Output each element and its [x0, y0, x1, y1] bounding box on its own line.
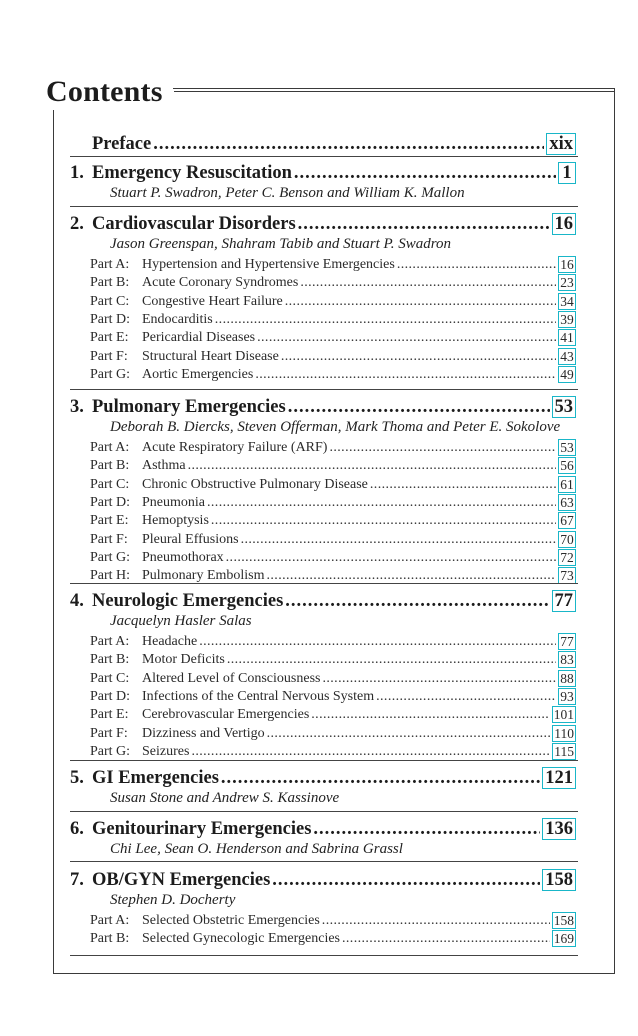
part-entry[interactable] [90, 347, 576, 365]
part-title: Headache [142, 634, 198, 649]
page-number[interactable]: 43 [558, 348, 576, 365]
section-divider [70, 156, 578, 157]
part-title: Hemoptysis [142, 513, 209, 529]
part-label: Part A: [90, 913, 130, 928]
part-entry[interactable] [90, 438, 576, 456]
part-label: Part D: [90, 494, 131, 510]
chapter-authors: Jason Greenspan, Shahram Tabib and Stuart P. Swadron [110, 236, 452, 252]
chapter-entry[interactable] [70, 765, 576, 789]
page-number[interactable]: 1 [558, 162, 576, 184]
section-divider [70, 583, 578, 584]
part-entry[interactable] [90, 365, 576, 383]
page-number[interactable]: 63 [558, 494, 576, 511]
part-entry[interactable] [90, 328, 576, 346]
chapter-number: 7. [70, 870, 84, 890]
chapter-title: Cardiovascular Disorders [92, 214, 296, 234]
page-number[interactable]: 73 [558, 567, 576, 584]
page-number[interactable]: 16 [558, 256, 576, 273]
chapter-authors: Chi Lee, Sean O. Henderson and Sabrina Grassl [110, 841, 403, 857]
chapter-authors: Stuart P. Swadron, Peter C. Benson and William K. Mallon [110, 185, 465, 201]
part-entry[interactable] [90, 724, 576, 742]
part-label: Part A: [90, 257, 130, 272]
part-title: Cerebrovascular Emergencies [142, 707, 310, 723]
page-number[interactable]: 70 [558, 531, 576, 548]
section-divider [70, 861, 578, 862]
chapter-number: 2. [70, 214, 84, 234]
dot-leader [255, 366, 556, 383]
part-entry[interactable] [90, 511, 576, 529]
part-entry[interactable] [90, 548, 576, 566]
part-label: Part F: [90, 348, 128, 364]
dot-leader [298, 213, 550, 235]
part-entry[interactable] [90, 911, 576, 929]
section-divider [70, 955, 578, 956]
dot-leader [267, 725, 551, 742]
dot-leader [288, 396, 550, 418]
part-title: Acute Respiratory Failure (ARF) [142, 440, 328, 455]
part-title: Selected Gynecologic Emergencies [142, 931, 340, 947]
part-entry[interactable] [90, 255, 576, 273]
part-label: Part C: [90, 670, 130, 686]
dot-leader [370, 476, 556, 493]
chapter-number: 3. [70, 397, 84, 417]
page-number[interactable]: 41 [558, 329, 576, 346]
part-entry[interactable] [90, 310, 576, 328]
part-label: Part H: [90, 568, 131, 584]
chapter-authors: Jacquelyn Hasler Salas [110, 613, 252, 629]
chapter-entry[interactable] [70, 867, 576, 891]
chapter-title: Pulmonary Emergencies [92, 397, 286, 417]
part-entry[interactable] [90, 530, 576, 548]
dot-leader [221, 767, 540, 789]
dot-leader [241, 531, 556, 548]
part-label: Part A: [90, 634, 130, 649]
part-title: Aortic Emergencies [142, 366, 254, 382]
page-number[interactable]: 101 [553, 707, 574, 723]
page-number[interactable]: 121 [542, 767, 576, 789]
part-title: Altered Level of Consciousness [142, 670, 321, 686]
dot-leader [215, 311, 556, 328]
part-title: Endocarditis [142, 311, 213, 327]
page-number[interactable]: 67 [558, 512, 576, 529]
dot-leader [322, 670, 556, 687]
part-title: Pleural Effusions [142, 531, 239, 547]
dot-leader [188, 457, 556, 474]
part-label: Part D: [90, 311, 131, 327]
page-number[interactable]: 115 [554, 743, 574, 759]
page-number[interactable]: 61 [558, 476, 576, 493]
page-number[interactable]: 110 [554, 725, 574, 741]
page-title: Contents [44, 74, 173, 110]
dot-leader [191, 743, 550, 760]
part-title: Pericardial Diseases [142, 330, 256, 346]
part-label: Part B: [90, 931, 130, 947]
part-entry[interactable] [90, 650, 576, 668]
chapter-number: 4. [70, 591, 84, 611]
dot-leader [294, 162, 556, 184]
preface-entry[interactable] [92, 131, 576, 155]
section-divider [70, 389, 578, 390]
part-label: Part E: [90, 330, 129, 346]
section-divider [70, 206, 578, 207]
part-title: Hypertension and Hypertensive Emergencies [142, 257, 395, 272]
section-divider [70, 811, 578, 812]
part-title: Asthma [142, 458, 186, 474]
page-number[interactable]: 34 [558, 293, 576, 310]
page-number[interactable]: 136 [542, 818, 576, 840]
part-title: Structural Heart Disease [142, 348, 279, 364]
part-title: Dizziness and Vertigo [142, 725, 265, 741]
dot-leader [329, 439, 556, 456]
part-entry[interactable] [90, 669, 576, 687]
part-entry[interactable] [90, 705, 576, 723]
chapter-title: Genitourinary Emergencies [92, 819, 312, 839]
chapter-title: Emergency Resuscitation [92, 163, 292, 183]
chapter-entry[interactable] [70, 211, 576, 235]
dot-leader [311, 706, 549, 723]
dot-leader [300, 274, 556, 291]
dot-leader [211, 512, 556, 529]
part-label: Part E: [90, 707, 129, 723]
part-label: Part B: [90, 458, 130, 474]
chapter-authors: Stephen D. Docherty [110, 892, 236, 908]
dot-leader [257, 329, 556, 346]
preface-label: Preface [92, 134, 152, 154]
page-number[interactable]: 53 [558, 439, 576, 456]
part-label: Part B: [90, 275, 130, 291]
page-number[interactable]: 49 [558, 366, 576, 383]
part-label: Part F: [90, 725, 128, 741]
chapter-entry[interactable] [70, 394, 576, 418]
dot-leader [199, 633, 556, 650]
part-label: Part A: [90, 440, 130, 455]
part-label: Part G: [90, 549, 131, 565]
part-label: Part E: [90, 513, 129, 529]
part-label: Part D: [90, 688, 131, 704]
dot-leader [342, 930, 550, 947]
chapter-entry[interactable] [70, 816, 576, 840]
part-label: Part C: [90, 293, 130, 309]
part-entry[interactable] [90, 742, 576, 760]
dot-leader [376, 688, 556, 705]
page-number[interactable]: 39 [558, 311, 576, 328]
part-entry[interactable] [90, 456, 576, 474]
chapter-number: 6. [70, 819, 84, 839]
part-title: Selected Obstetric Emergencies [142, 913, 320, 928]
page-number[interactable]: 77 [552, 590, 577, 612]
chapter-number: 5. [70, 768, 84, 788]
chapter-title: Neurologic Emergencies [92, 591, 284, 611]
part-entry[interactable] [90, 273, 576, 291]
dot-leader [313, 818, 540, 840]
part-label: Part B: [90, 652, 130, 668]
page-number[interactable]: 88 [558, 670, 576, 687]
dot-leader [227, 651, 556, 668]
title-rule [174, 88, 615, 92]
part-entry[interactable] [90, 475, 576, 493]
part-title: Pulmonary Embolism [142, 568, 265, 584]
part-label: Part G: [90, 366, 131, 382]
page-number[interactable]: 77 [558, 633, 576, 650]
part-title: Acute Coronary Syndromes [142, 275, 299, 291]
chapter-authors: Deborah B. Diercks, Steven Offerman, Mark Thoma and Peter E. Sokolove [110, 419, 561, 435]
part-entry[interactable] [90, 292, 576, 310]
chapter-entry[interactable] [70, 588, 576, 612]
page-number[interactable]: 83 [558, 651, 576, 668]
part-entry[interactable] [90, 493, 576, 511]
page-number[interactable]: xix [546, 133, 576, 155]
dot-leader [285, 590, 549, 612]
page-number[interactable]: 16 [552, 213, 577, 235]
page-number[interactable]: 72 [558, 549, 576, 566]
dot-leader [153, 133, 544, 155]
page-number[interactable]: 23 [558, 274, 576, 291]
part-entry[interactable] [90, 566, 576, 584]
part-title: Chronic Obstructive Pulmonary Disease [142, 476, 368, 492]
page-number[interactable]: 53 [552, 396, 577, 418]
page-number[interactable]: 169 [553, 931, 574, 947]
page-number[interactable]: 56 [558, 457, 576, 474]
part-title: Pneumothorax [142, 549, 224, 565]
part-title: Motor Deficits [142, 652, 225, 668]
chapter-title: GI Emergencies [92, 768, 219, 788]
part-entry[interactable] [90, 632, 576, 650]
part-label: Part C: [90, 476, 130, 492]
part-title: Congestive Heart Failure [142, 293, 283, 309]
dot-leader [397, 256, 556, 273]
dot-leader [207, 494, 556, 511]
dot-leader [285, 293, 556, 310]
dot-leader [322, 912, 550, 929]
dot-leader [226, 549, 556, 566]
section-divider [70, 760, 578, 761]
part-entry[interactable] [90, 929, 576, 947]
dot-leader [281, 348, 556, 365]
chapter-entry[interactable] [70, 160, 576, 184]
page-number[interactable]: 158 [553, 913, 574, 928]
page-number[interactable]: 158 [542, 869, 576, 891]
chapter-title: OB/GYN Emergencies [92, 870, 271, 890]
chapter-number: 1. [70, 163, 84, 183]
part-label: Part F: [90, 531, 128, 547]
page-number[interactable]: 93 [558, 688, 576, 705]
part-title: Seizures [142, 743, 190, 759]
part-title: Infections of the Central Nervous System [142, 688, 375, 704]
part-entry[interactable] [90, 687, 576, 705]
chapter-authors: Susan Stone and Andrew S. Kassinove [110, 790, 340, 806]
dot-leader [267, 567, 557, 584]
part-label: Part G: [90, 743, 131, 759]
part-title: Pneumonia [142, 494, 205, 510]
dot-leader [272, 869, 540, 891]
